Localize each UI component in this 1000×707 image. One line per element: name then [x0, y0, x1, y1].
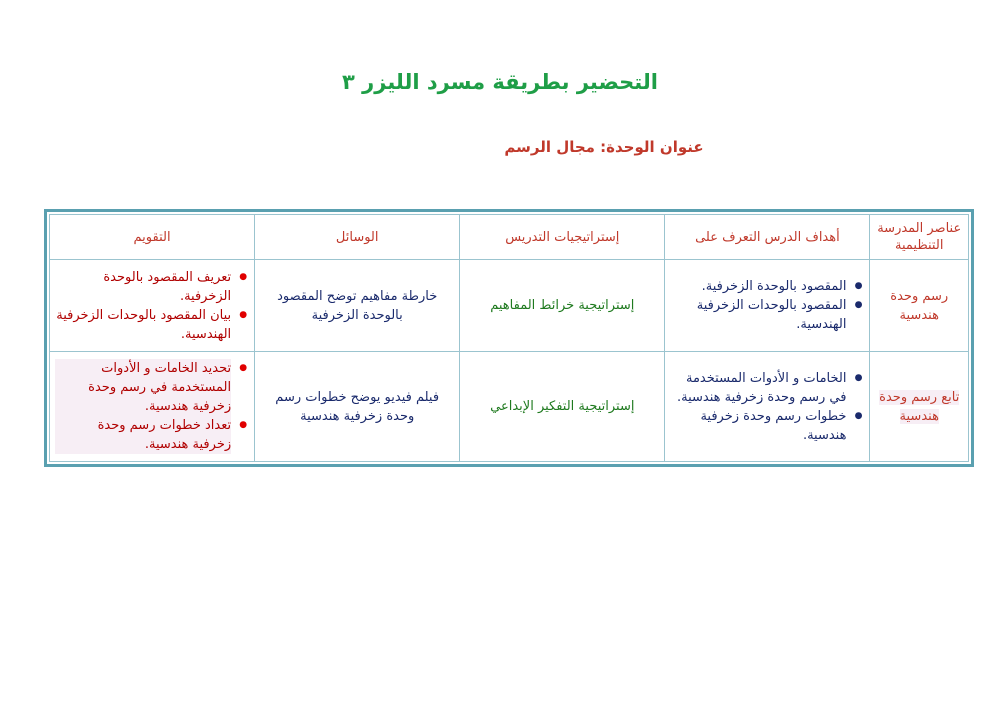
evaluation-item: ● تعداد خطوات رسم وحدة زخرفية هندسية. [55, 416, 231, 454]
row-element: رسم وحدة هندسية [890, 288, 949, 323]
row-element-cell [870, 352, 969, 462]
row-strategy: إستراتيجية التفكير الإبداعي [460, 352, 665, 462]
evaluation-item: ● تعريف المقصود بالوحدة الزخرفية. [55, 268, 231, 306]
row-goals-cell [665, 260, 870, 352]
header-evaluation: التقويم [50, 215, 255, 260]
goal-item: ● الخامات و الأدوات المستخدمة في رسم وحدة زخرفية هندسية. [670, 369, 846, 407]
header-goals: أهداف الدرس التعرف على [665, 215, 870, 260]
unit-title: عنوان الوحدة: مجال الرسم [504, 138, 704, 156]
row-strategy: إستراتيجية خرائط المفاهيم [460, 260, 665, 352]
lesson-plan-table-frame [44, 209, 974, 467]
goal-item: ● المقصود بالوحدات الزخرفية الهندسية. [670, 296, 846, 334]
page-title: التحضير بطريقة مسرد الليزر ٣ [342, 70, 658, 94]
row-means: فيلم فيديو يوضح خطوات رسم وحدة زخرفية هندسية [255, 352, 460, 462]
row-evaluation-cell [50, 352, 255, 462]
row-element: تابع رسم وحدة هندسية [879, 389, 960, 424]
goal-item: ● المقصود بالوحدة الزخرفية. [670, 277, 846, 296]
header-means: الوسائل [255, 215, 460, 260]
table-row [50, 260, 969, 352]
lesson-plan-table [49, 214, 969, 462]
header-strategies: إستراتيجيات التدريس [460, 215, 665, 260]
row-goals-cell [665, 352, 870, 462]
table-row [50, 352, 969, 462]
row-element-cell [870, 260, 969, 352]
table-header-row [50, 215, 969, 260]
row-means: خارطة مفاهيم توضح المقصود بالوحدة الزخرفية [255, 260, 460, 352]
goal-item: ● خطوات رسم وحدة زخرفية هندسية. [670, 407, 846, 445]
header-elements: عناصر المدرسة التنظيمية [870, 215, 969, 260]
row-evaluation-cell [50, 260, 255, 352]
evaluation-item: ● بيان المقصود بالوحدات الزخرفية الهندسية. [55, 306, 231, 344]
evaluation-item: ● تحديد الخامات و الأدوات المستخدمة في رسم وحدة زخرفية هندسية. [55, 359, 231, 416]
